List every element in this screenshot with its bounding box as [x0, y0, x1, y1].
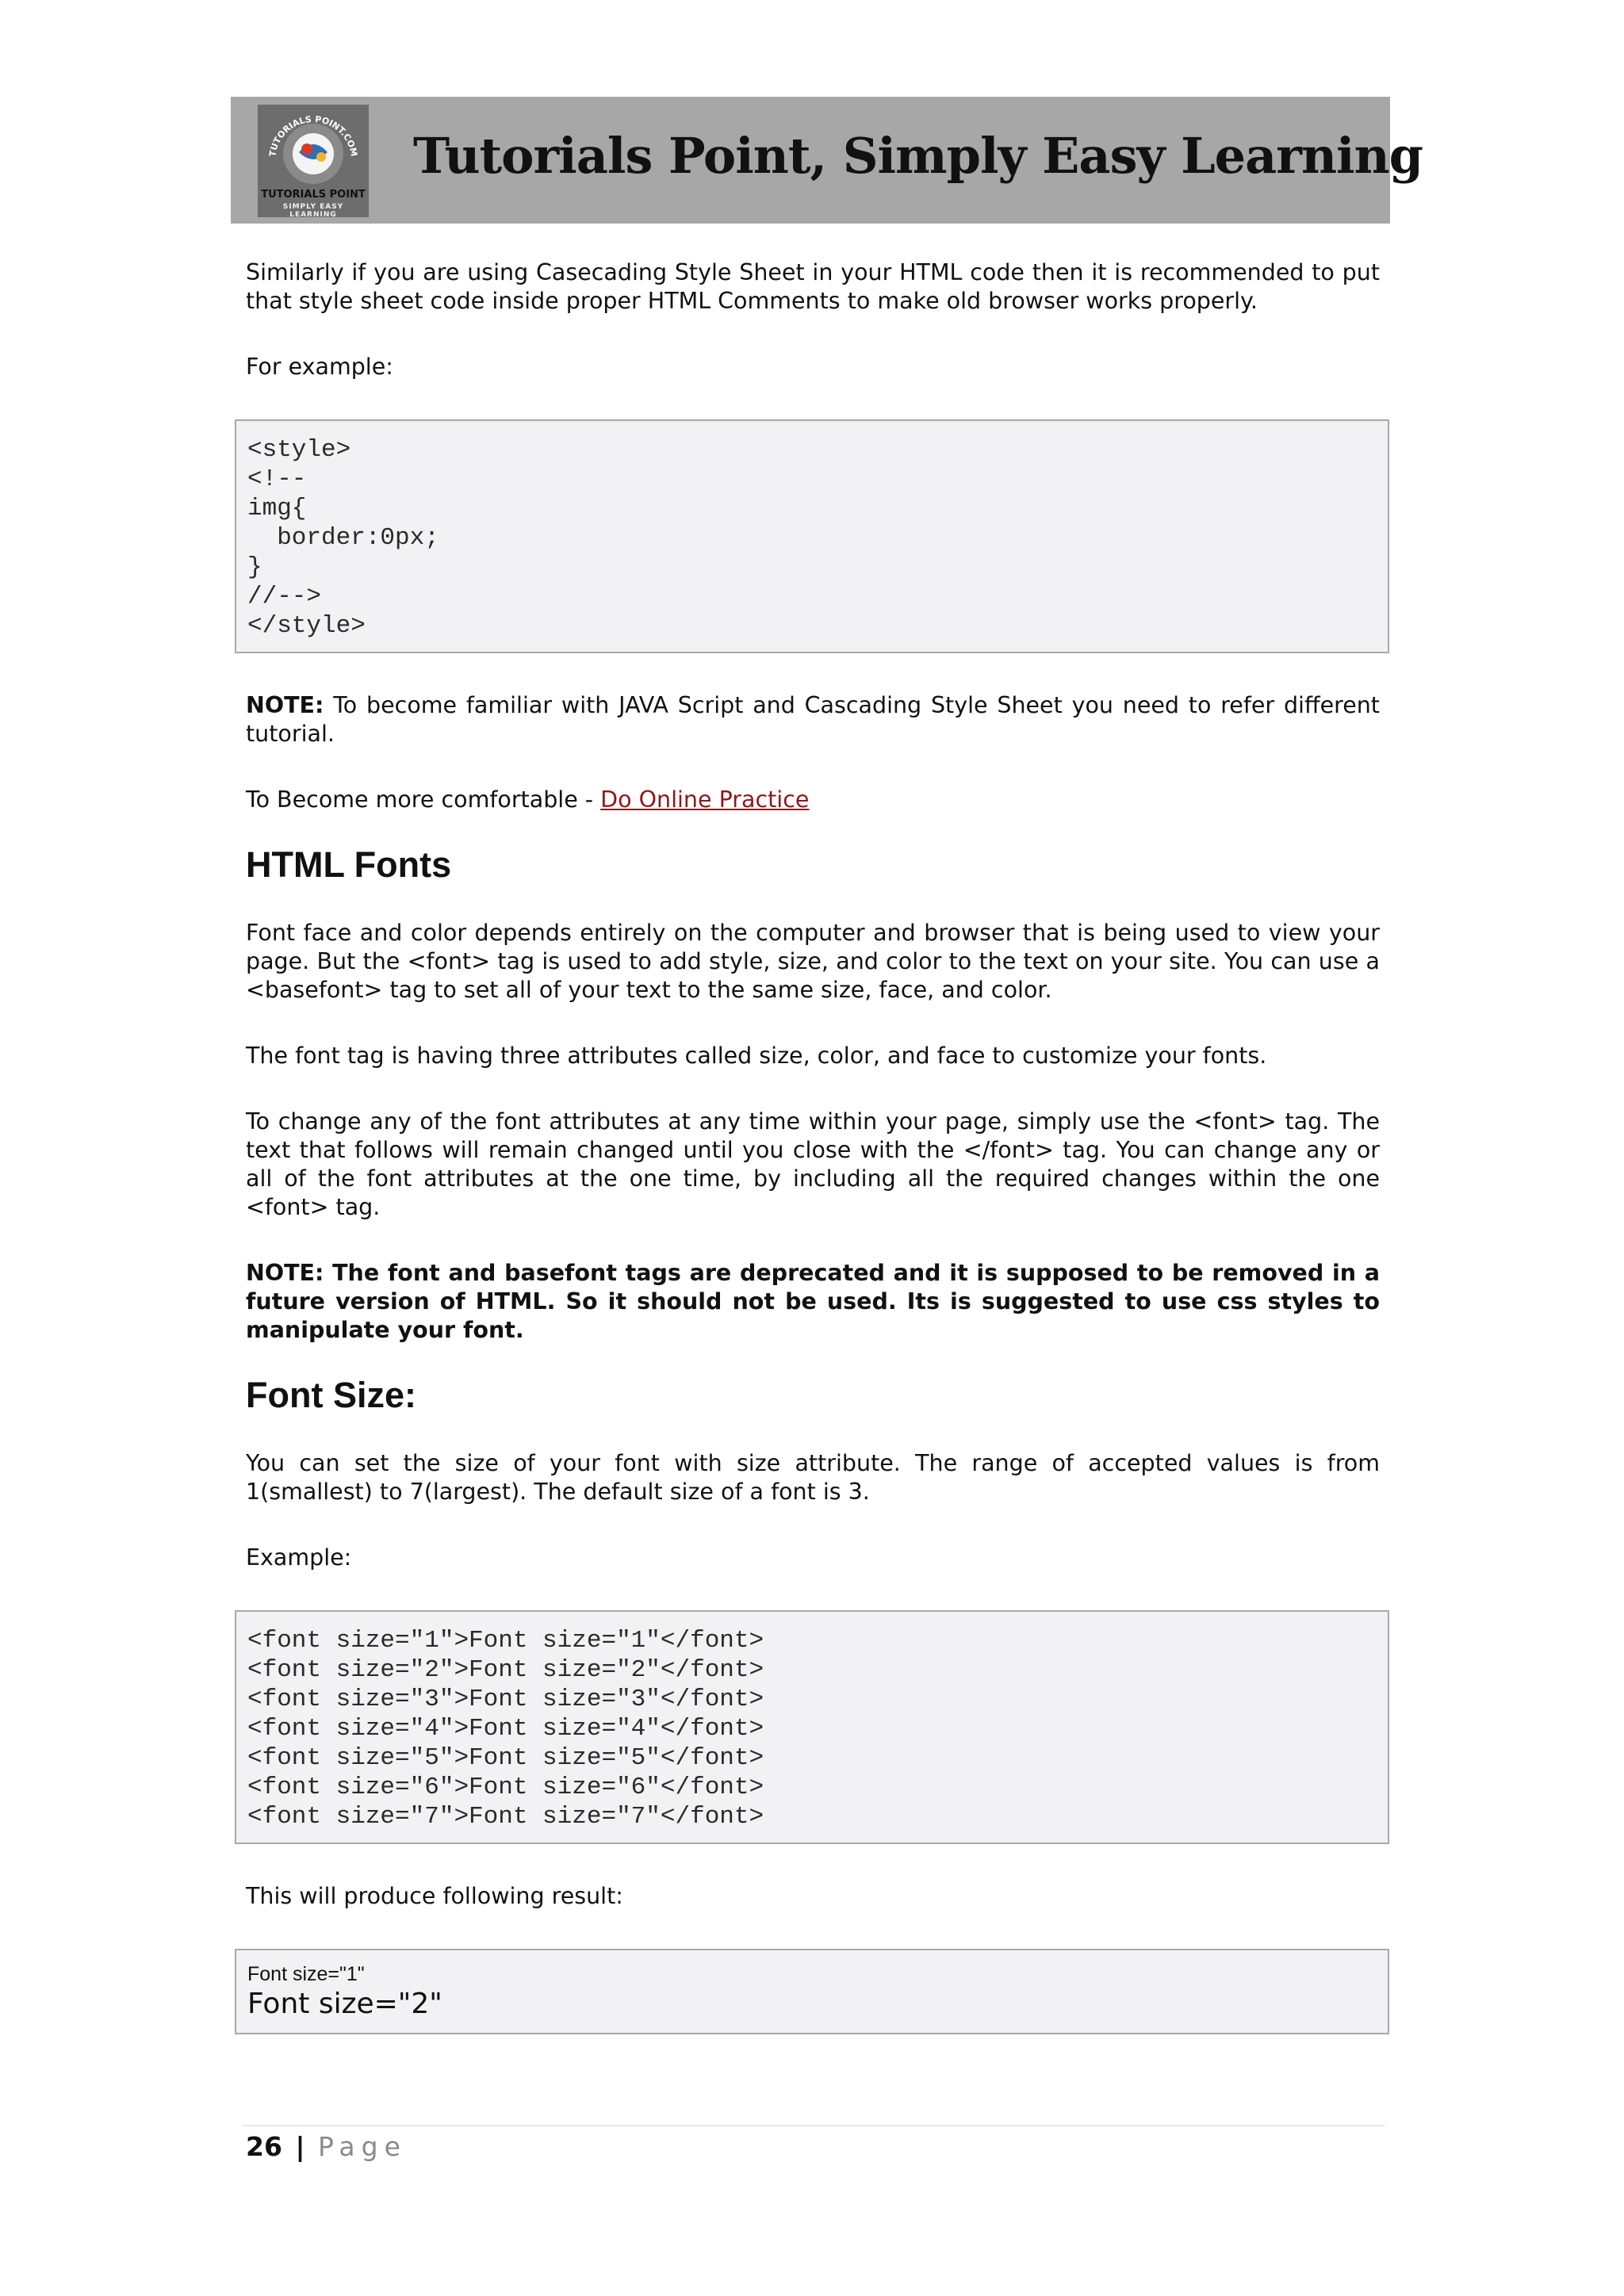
practice-line: [246, 786, 1380, 814]
note-text: To become familiar with JAVA Script and Cascading Style Sheet you need to refer different tutorial.: [246, 692, 1380, 747]
logo-tagline: SIMPLY EASY LEARNING: [282, 203, 344, 217]
font-size-heading: Font Size:: [246, 1375, 416, 1415]
tutorials-point-logo: [258, 105, 369, 217]
deprecation-note: NOTE: The font and basefont tags are deprecated and it is supposed to be removed in a future version of HTML. So it should not be used. Its is suggested to use css styles to manipulate your font.: [246, 1260, 1380, 1343]
code-line: img{: [247, 495, 307, 522]
note-label: NOTE:: [246, 692, 324, 718]
code-line: <font size="4">Font size="4"</font>: [247, 1715, 764, 1743]
footer-separator: |: [295, 2131, 305, 2162]
code-line: <!--: [247, 465, 307, 493]
practice-prefix: To Become more comfortable -: [246, 786, 601, 813]
code-line: }: [247, 553, 262, 581]
code-line: <font size="6">Font size="6"</font>: [247, 1774, 764, 1801]
fonts-paragraph-2: The font tag is having three attributes called size, color, and face to customize your fonts.: [246, 1043, 1267, 1069]
code-line: <font size="3">Font size="3"</font>: [247, 1686, 764, 1713]
font-size-code-block: [235, 1610, 1389, 1844]
code-line: border:0px;: [247, 524, 439, 552]
page-content: [246, 258, 1380, 2034]
page-footer: [246, 2131, 407, 2163]
fonts-paragraph-3: To change any of the font attributes at any time within your page, simply use the <font> tag. The text that follows will remain changed until you close with the </font> tag. You can change any or all of the font attributes at the one time, by including all the required changes within the one <font> tag.: [246, 1108, 1380, 1220]
note-paragraph: [246, 691, 1380, 748]
do-online-practice-link[interactable]: Do Online Practice: [600, 786, 810, 813]
page-header: [231, 97, 1423, 224]
result-box: [235, 1949, 1389, 2034]
result-intro: This will produce following result:: [246, 1883, 623, 1909]
logo-arc-text: TUTORIALS POINT.COM: [267, 113, 359, 158]
code-line: <font size="5">Font size="5"</font>: [247, 1744, 764, 1772]
font-size-paragraph: You can set the size of your font with size attribute. The range of accepted values is from 1(smallest) to 7(largest). The default size of a font is 3.: [246, 1450, 1380, 1505]
fonts-paragraph-1: Font face and color depends entirely on the computer and browser that is being used to view your page. But the <font> tag is used to add style, size, and color to the text on your site. You can use a <basefont> tag to set all of your text to the same size, face, and color.: [246, 920, 1380, 1003]
page-number: 26: [246, 2131, 282, 2162]
style-code-block: [235, 419, 1389, 653]
result-font-size-2: Font size="2": [247, 1988, 442, 2020]
code-line: //-->: [247, 583, 322, 610]
code-line: <font size="7">Font size="7"</font>: [247, 1803, 764, 1831]
for-example-label: For example:: [246, 354, 393, 380]
code-line: </style>: [247, 612, 366, 640]
intro-paragraph: Similarly if you are using Casecading Style Sheet in your HTML code then it is recommended to put that style sheet code inside proper HTML Comments to make old browser works properly.: [246, 259, 1380, 314]
logo-name: TUTORIALS POINT: [261, 189, 366, 201]
html-fonts-heading: HTML Fonts: [246, 844, 452, 885]
header-title: Tutorials Point, Simply Easy Learning: [413, 127, 1423, 185]
code-line: <style>: [247, 436, 351, 464]
code-line: <font size="2">Font size="2"</font>: [247, 1656, 764, 1684]
example-label: Example:: [246, 1544, 352, 1571]
page-word: Page: [318, 2131, 407, 2162]
footer-divider: [243, 2125, 1385, 2126]
code-line: <font size="1">Font size="1"</font>: [247, 1627, 764, 1655]
result-font-size-1: Font size="1": [247, 1963, 365, 1985]
